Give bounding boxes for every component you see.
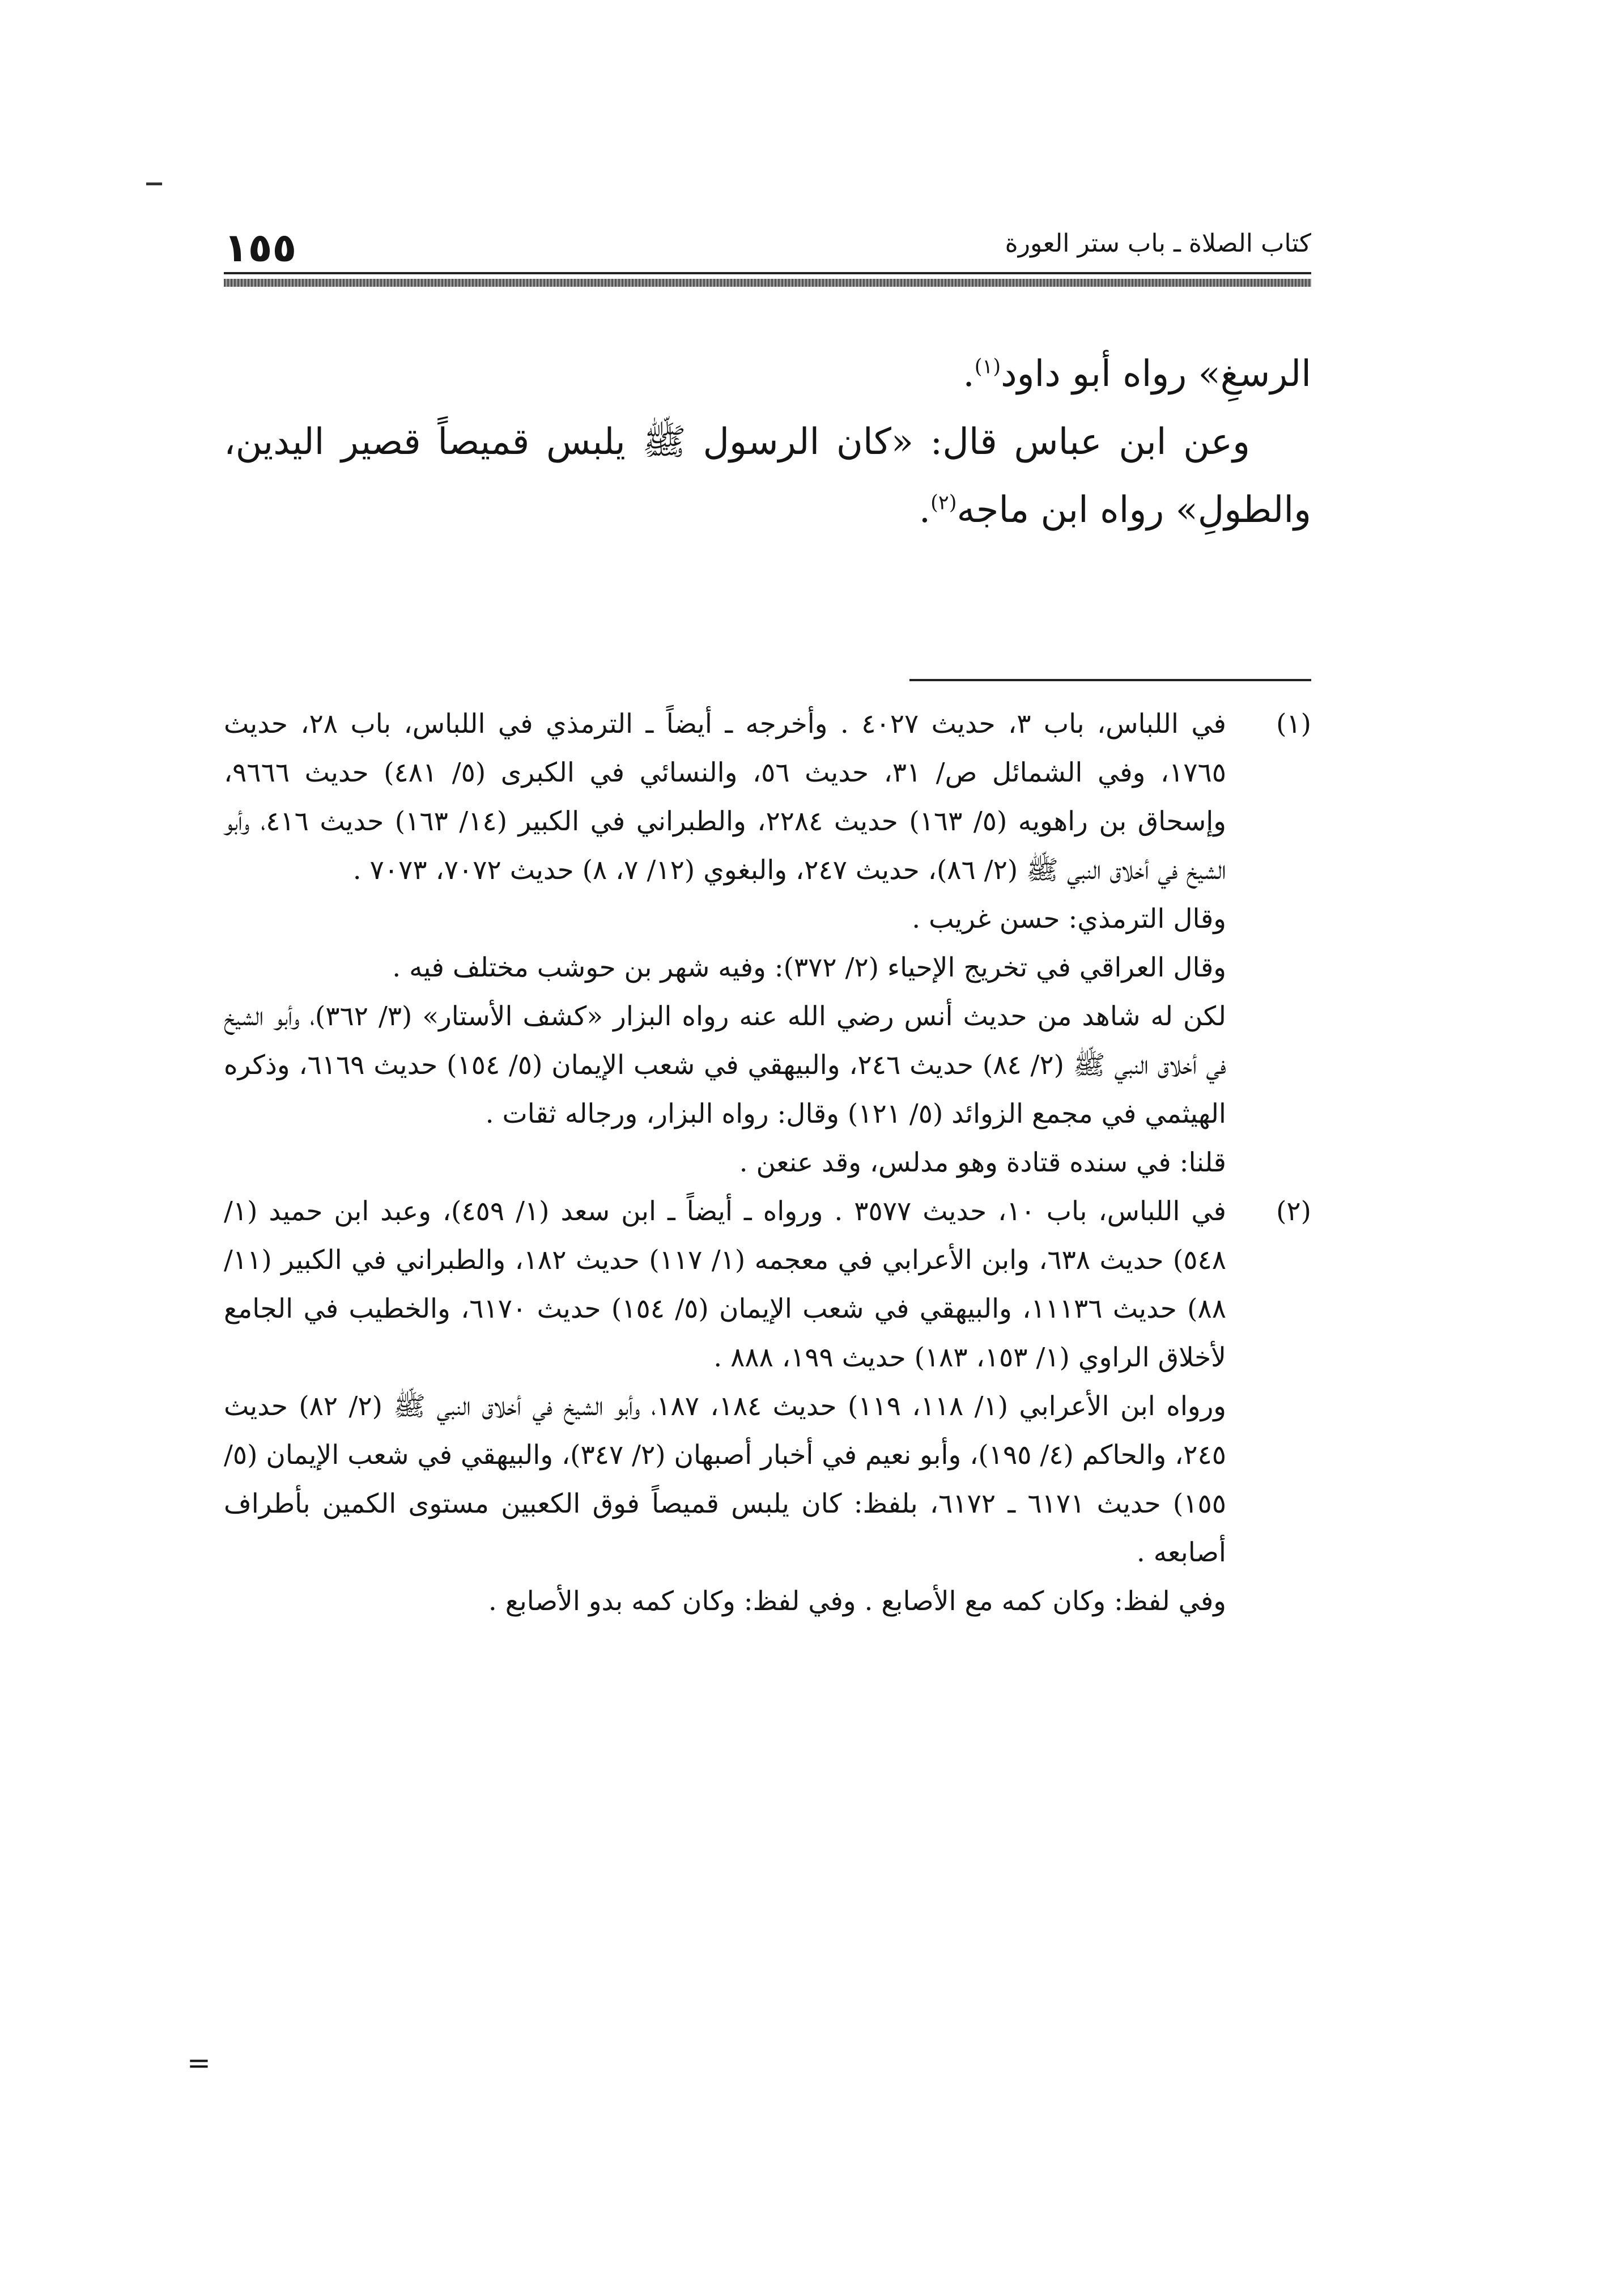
main-text	[224, 340, 1311, 544]
footnote-1	[224, 700, 1311, 1187]
footnote-1-para-4: لكن له شاهد من حديث أنس رضي الله عنه رواه البزار «كشف الأستار» (٣/ ٣٦٢)، وأبو الشيخ في أخلاق النبي ﷺ (٢/ ٨٤) حديث ٢٤٦، والبيهقي في شعب الإيمان (٥/ ١٥٤) حديث ٦١٦٩، وذكره الهيثمي في مجمع الزوائد (٥/ ١٢١) وقال: رواه البزار، ورجاله ثقات .	[224, 1001, 1226, 1129]
footnote-2	[224, 1187, 1311, 1626]
header-rule	[224, 272, 1311, 274]
page-number: ١٥٥	[224, 224, 297, 271]
header-rule-thick	[224, 279, 1311, 287]
footnote-ref-1: (١)	[974, 355, 1001, 379]
stray-mark	[146, 182, 162, 185]
footnote-2-body	[224, 1187, 1226, 1626]
footnote-1-para-3: وقال العراقي في تخريج الإحياء (٢/ ٣٧٢): وفيه شهر بن حوشب مختلف فيه .	[392, 952, 1226, 983]
footnote-1-para-1: في اللباس، باب ٣، حديث ٤٠٢٧ . وأخرجه ـ أيضاً ـ الترمذي في اللباس، باب ٢٨، حديث ١٧٦٥، وفي الشمائل ص/ ٣١، حديث ٥٦، والنسائي في الكبرى (٥/ ٤٨١) حديث ٩٦٦٦، وإسحاق بن راهويه (٥/ ١٦٣) حديث ٢٢٨٤، والطبراني في الكبير (١٤/ ١٦٣) حديث ٤١٦، وأبو الشيخ في أخلاق النبي ﷺ (٢/ ٨٦)، حديث ٢٤٧، والبغوي (١٢/ ٧، ٨) حديث ٧٠٧٢، ٧٠٧٣ .	[224, 708, 1226, 886]
main-paragraph-1-end: .	[963, 353, 975, 395]
footnotes	[224, 700, 1311, 1626]
main-paragraph-2-text: وعن ابن عباس قال: «كان الرسول ﷺ يلبس قميصاً قصير اليدين، والطولِ» رواه ابن ماجه	[224, 421, 1311, 531]
footnote-ref-2: (٢)	[930, 491, 957, 515]
main-paragraph-1	[224, 340, 1311, 408]
footnote-1-body	[224, 700, 1226, 1187]
main-paragraph-1-text: الرسغِ» رواه أبو داود	[1001, 353, 1311, 395]
main-paragraph-2-end: .	[919, 489, 931, 531]
footnote-2-para-2: ورواه ابن الأعرابي (١/ ١١٨، ١١٩) حديث ١٨٤، ١٨٧، وأبو الشيخ في أخلاق النبي ﷺ (٢/ ٨٢) حديث ٢٤٥، والحاكم (٤/ ١٩٥)، وأبو نعيم في أخبار أصبهان (٢/ ٣٤٧)، والبيهقي في شعب الإيمان (٥/ ١٥٥) حديث ٦١٧١ ـ ٦١٧٢، بلفظ: كان يلبس قميصاً فوق الكعبين مستوى الكمين بأطراف أصابعه .	[224, 1391, 1226, 1568]
footnote-separator	[909, 679, 1311, 681]
footnote-2-para-3: وفي لفظ: وكان كمه مع الأصابع . وفي لفظ: وكان كمه بدو الأصابع .	[488, 1586, 1226, 1617]
footnote-2-para-1: في اللباس، باب ١٠، حديث ٣٥٧٧ . ورواه ـ أيضاً ـ ابن سعد (١/ ٤٥٩)، وعبد ابن حميد (١/ ٥٤٨) حديث ٦٣٨، وابن الأعرابي في معجمه (١/ ١١٧) حديث ١٨٢، والطبراني في الكبير (١١/ ٨٨) حديث ١١١٣٦، والبيهقي في شعب الإيمان (٥/ ١٥٤) حديث ٦١٧٠، والخطيب في الجامع لأخلاق الراوي (١/ ١٥٣، ١٨٣) حديث ١٩٩، ٨٨٨ .	[224, 1196, 1226, 1373]
main-paragraph-2	[224, 408, 1311, 544]
footnote-1-number: (١)	[1276, 708, 1311, 740]
footnote-1-para-2: وقال الترمذي: حسن غريب .	[912, 903, 1226, 935]
footnote-2-number: (٢)	[1276, 1196, 1311, 1227]
running-title: كتاب الصلاة ـ باب ستر العورة	[1005, 229, 1311, 258]
continuation-mark: =	[187, 2046, 211, 2079]
footnote-1-para-5: قلنا: في سنده قتادة وهو مدلس، وقد عنعن .	[739, 1147, 1226, 1178]
